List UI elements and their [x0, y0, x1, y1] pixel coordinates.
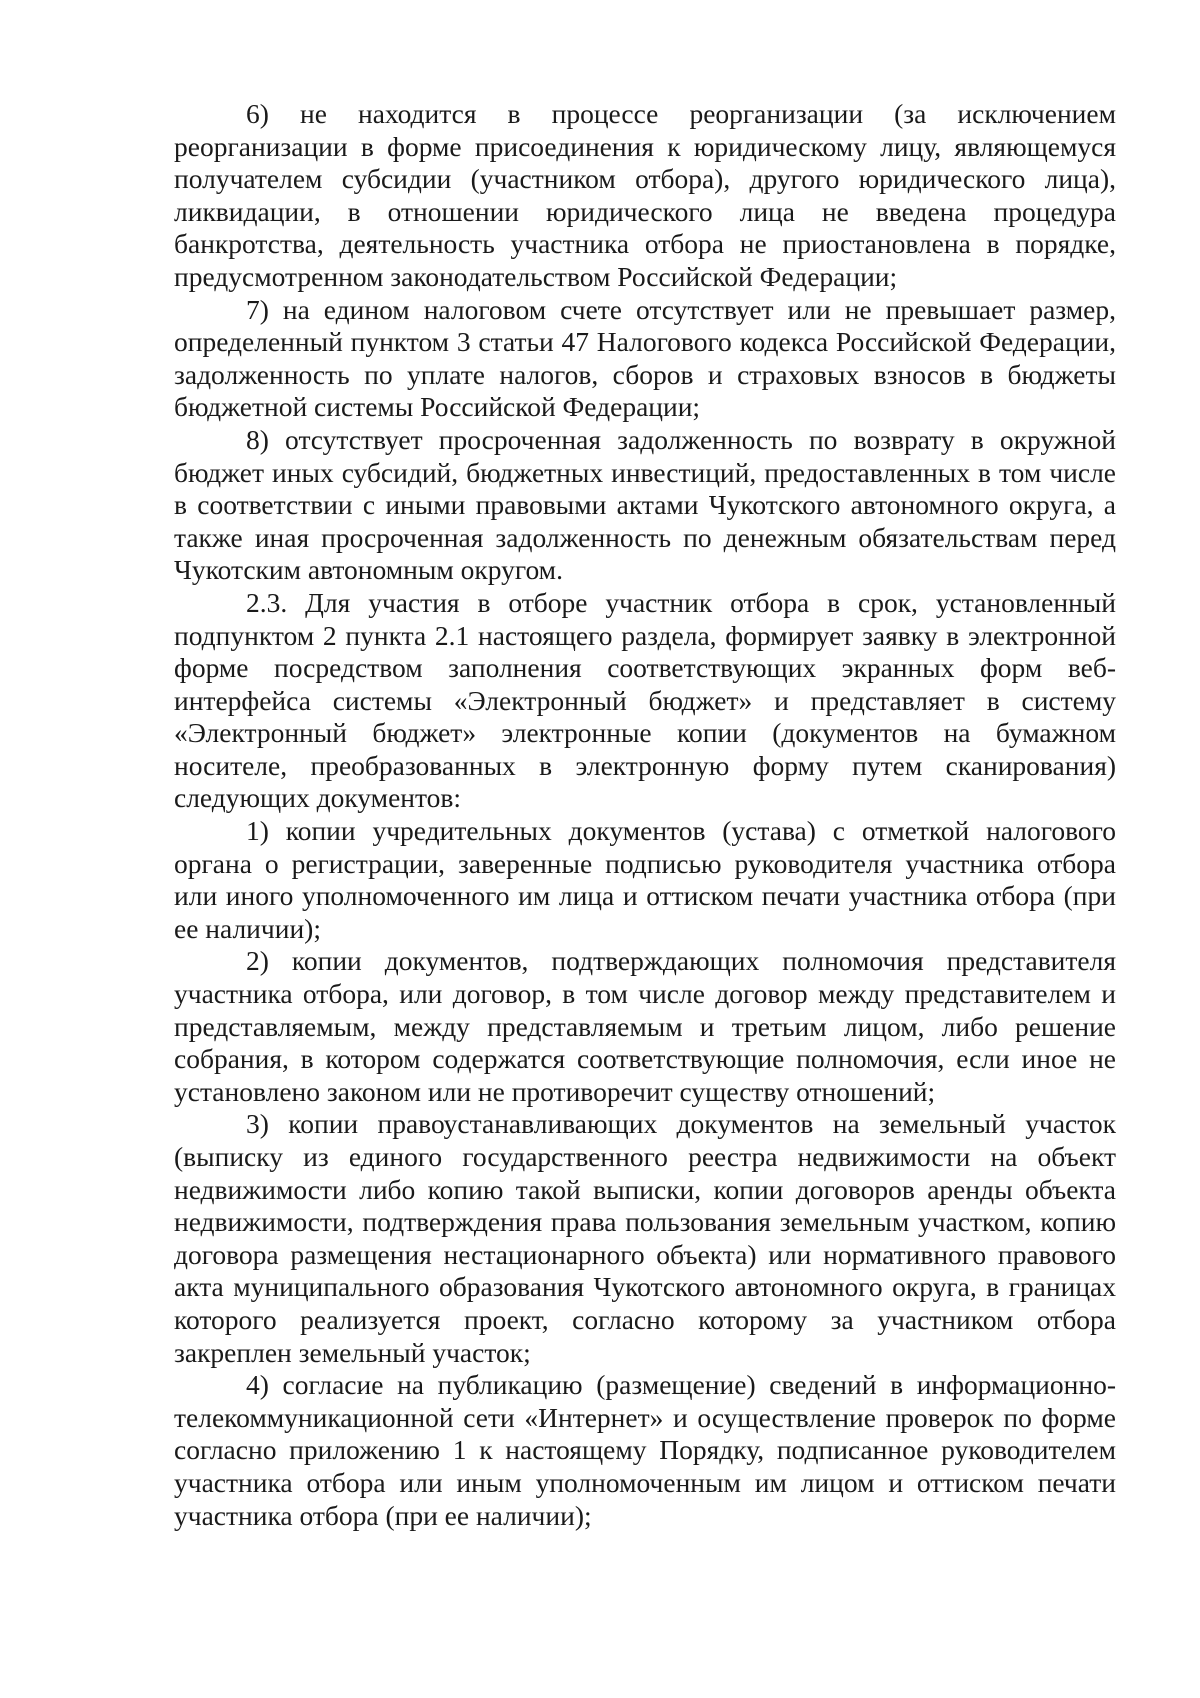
document-body	[174, 98, 1116, 1532]
paragraph-doc-1: 1) копии учредительных документов (устава) с отметкой налогового органа о регистрации, заверенные подписью руководителя участника отбора или иного уполномоченного им лица и оттиском печати участника отбора (при ее наличии);	[174, 815, 1116, 944]
paragraph-doc-2: 2) копии документов, подтверждающих полномочия представителя участника отбора, или договор, в том числе договор между представителем и представляемым, между представляемым и третьим лицом, либо решение собрания, в котором содержатся соответствующие полномочия, если иное не установлено законом или не противоречит существу отношений;	[174, 945, 1116, 1107]
paragraph-item-7: 7) на едином налоговом счете отсутствует или не превышает размер, определенный пунктом 3 статьи 47 Налогового кодекса Российской Федерации, задолженность по уплате налогов, сборов и страховых взносов в бюджеты бюджетной системы Российской Федерации;	[174, 293, 1116, 423]
paragraph-doc-4: 4) согласие на публикацию (размещение) сведений в информационно-телекоммуникационной сети «Интернет» и осуществление проверок по форме согласно приложению 1 к настоящему Порядку, подписанное руководителем участника отбора или иным уполномоченным им лицом и оттиском печати участника отбора (при ее наличии);	[174, 1369, 1116, 1531]
paragraph-item-6: 6) не находится в процессе реорганизации (за исключением реорганизации в форме присоединения к юридическому лицу, являющемуся получателем субсидии (участником отбора), другого юридического лица), ликвидации, в отношении юридического лица не введена процедура банкротства, деятельность участника отбора не приостановлена в порядке, предусмотренном законодательством Российской Федерации;	[174, 98, 1116, 292]
paragraph-doc-3: 3) копии правоустанавливающих документов на земельный участок (выписку из единого государственного реестра недвижимости на объект недвижимости либо копию такой выписки, копии договоров аренды объекта недвижимости, подтверждения права пользования земельным участком, копию договора размещения нестационарного объекта) или нормативного правового акта муниципального образования Чукотского автономного округа, в границах которого реализуется проект, согласно которому за участником отбора закреплен земельный участок;	[174, 1108, 1116, 1368]
paragraph-section-2-3: 2.3. Для участия в отборе участник отбора в срок, установленный подпунктом 2 пункта 2.1 настоящего раздела, формирует заявку в электронной форме посредством заполнения соответствующих экранных форм веб-интерфейса системы «Электронный бюджет» и представляет в систему «Электронный бюджет» электронные копии (документов на бумажном носителе, преобразованных в электронную форму путем сканирования) следующих документов:	[174, 586, 1116, 814]
paragraph-item-8: 8) отсутствует просроченная задолженность по возврату в окружной бюджет иных субсидий, бюджетных инвестиций, предоставленных в том числе в соответствии с иными правовыми актами Чукотского автономного округа, а также иная просроченная задолженность по денежным обязательствам перед Чукотским автономным округом.	[174, 423, 1116, 586]
